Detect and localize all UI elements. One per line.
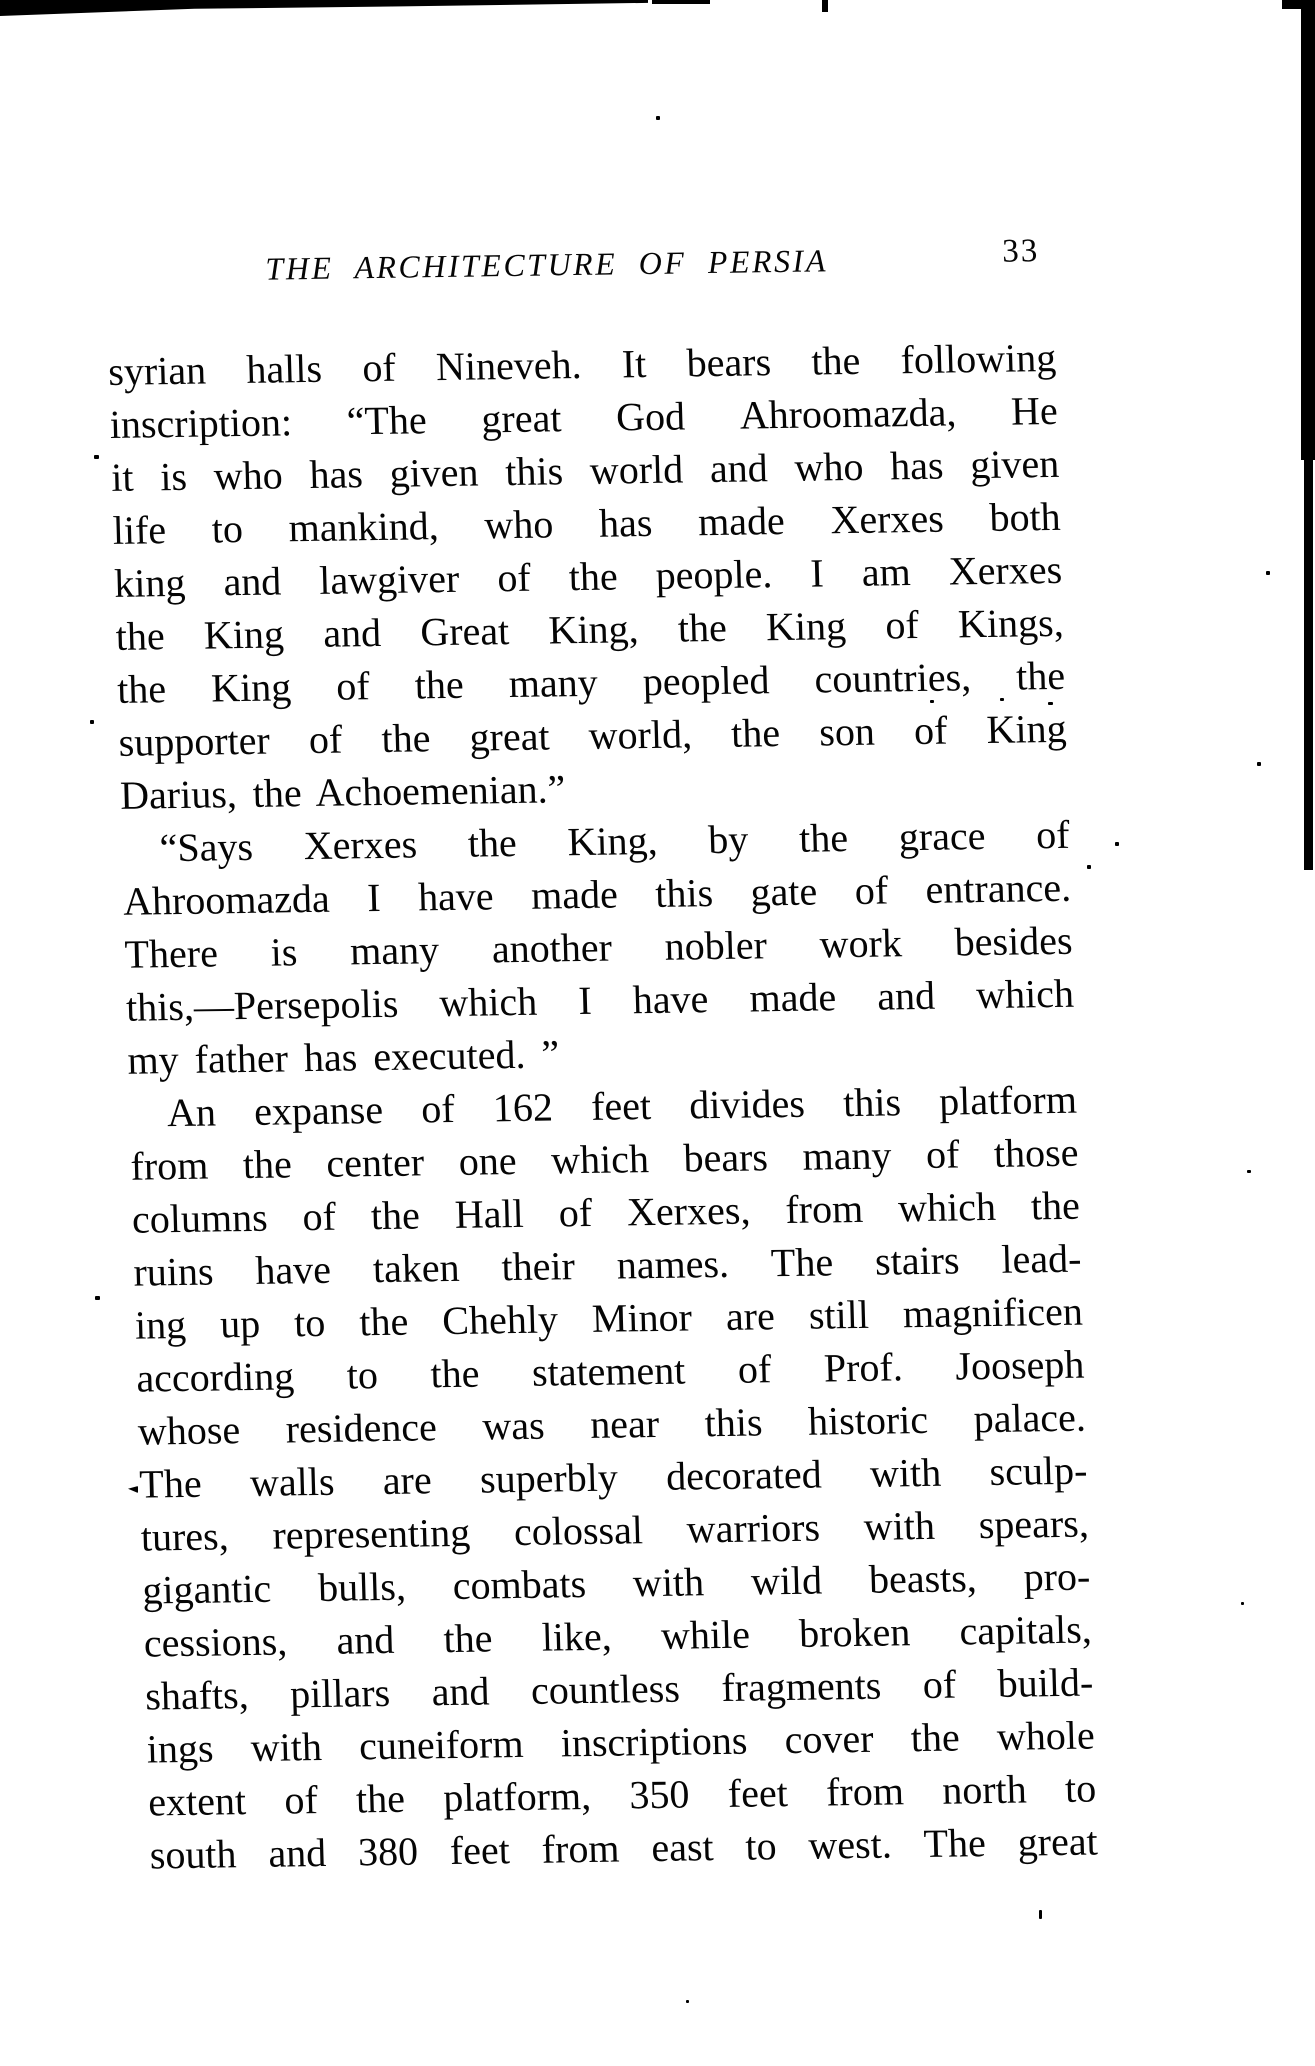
word: many [349, 927, 440, 974]
word: countries, [813, 654, 972, 702]
word: besides [954, 917, 1074, 965]
word: the [467, 819, 518, 866]
scan-speck [94, 455, 99, 459]
word: of [301, 1193, 337, 1240]
word: this [703, 1399, 764, 1446]
word: nobler [663, 922, 768, 969]
word: and [267, 1829, 327, 1876]
word: made [530, 871, 619, 918]
word: while [660, 1611, 751, 1658]
page-title: THE ARCHITECTURE OF PERSIA [264, 242, 829, 287]
word: build- [997, 1659, 1094, 1706]
word: son [818, 708, 876, 755]
word: to [744, 1823, 778, 1869]
word: king [113, 559, 186, 606]
word: with [869, 1449, 942, 1496]
word: of [737, 1346, 772, 1392]
word: who [793, 443, 864, 490]
word: from [129, 1142, 209, 1189]
word: which [550, 1136, 650, 1183]
word: of [308, 716, 343, 763]
word: with [863, 1502, 936, 1549]
word: the [414, 661, 465, 708]
word: It [621, 340, 647, 387]
word: of [558, 1189, 593, 1236]
word: ruins [132, 1248, 215, 1295]
word: who [483, 501, 554, 548]
word: have [417, 873, 495, 920]
word: from [825, 1768, 905, 1815]
word: east [650, 1824, 715, 1871]
word: “The [346, 397, 428, 444]
word: south [149, 1831, 238, 1878]
word: are [382, 1457, 433, 1504]
word: bears [682, 1134, 769, 1181]
word: great [480, 395, 562, 442]
text-line-9: Darius, the Achoemenian.” [119, 766, 566, 818]
word: the [1030, 1182, 1081, 1229]
word: which [975, 970, 1075, 1018]
word: platform, [442, 1772, 592, 1821]
word: feet [449, 1827, 511, 1874]
word: Xerxes, [626, 1187, 751, 1235]
word: Ahroomazda, [739, 389, 957, 438]
word: halls [245, 345, 323, 392]
word: King, [566, 817, 659, 865]
word: has [598, 499, 653, 546]
word: many [508, 659, 599, 707]
word: beasts, [868, 1555, 978, 1602]
word: expanse [253, 1086, 384, 1134]
word: sculp- [988, 1447, 1088, 1495]
word: whose [137, 1407, 241, 1454]
word: who [213, 452, 284, 499]
word: people. [655, 551, 773, 598]
word: the [429, 1350, 481, 1397]
body-text [108, 331, 1099, 1882]
scan-speck [128, 1486, 138, 1493]
word: have [632, 976, 709, 1023]
word: was [481, 1402, 546, 1449]
word: Hall [454, 1190, 525, 1237]
word: syrian [107, 347, 207, 394]
word: the [442, 1615, 494, 1662]
word: this [654, 870, 714, 916]
word: the [116, 666, 167, 712]
scan-speck [90, 720, 94, 724]
word: King [210, 664, 292, 711]
scan-speck [1266, 571, 1270, 575]
word: 350 [628, 1771, 691, 1818]
word: and [335, 1616, 395, 1663]
word: mankind, [288, 503, 440, 551]
word: of [884, 601, 920, 648]
word: work [818, 920, 903, 967]
word: pillars [289, 1669, 391, 1717]
word: both [988, 493, 1062, 540]
word: Jooseph [954, 1341, 1085, 1389]
word: this,—Persepolis [125, 980, 399, 1030]
scan-speck [1115, 842, 1119, 846]
word: Nineveh. [435, 341, 583, 390]
word: this [504, 448, 564, 495]
word: cessions, [143, 1618, 288, 1666]
scan-artifact-top-tick [652, 0, 710, 4]
word: Xerxes [303, 821, 418, 869]
word: are [725, 1293, 776, 1339]
word: gate [749, 868, 818, 915]
word: I [809, 550, 825, 596]
word: the [355, 1775, 406, 1822]
word: The [138, 1460, 203, 1507]
word: the [810, 337, 861, 384]
word: this [842, 1079, 902, 1126]
word: The [922, 1820, 987, 1867]
word: Kings, [957, 599, 1065, 647]
word: feet [727, 1770, 789, 1816]
word: tures, [140, 1513, 230, 1560]
word: the [380, 715, 431, 761]
word: of [283, 1777, 319, 1823]
word: whole [996, 1712, 1096, 1759]
word: is [270, 929, 298, 975]
word: to [211, 505, 244, 552]
word: walls [249, 1458, 336, 1505]
word: of [925, 1131, 960, 1177]
word: by [707, 816, 749, 863]
word: countless [530, 1665, 681, 1713]
word: the [677, 604, 728, 651]
word: those [993, 1129, 1079, 1176]
scan-speck [1087, 865, 1091, 869]
word: north [941, 1766, 1028, 1813]
word: have [254, 1246, 332, 1293]
word: I [366, 874, 382, 921]
word: the [242, 1141, 293, 1188]
word: peopled [642, 657, 770, 705]
text-line-14: my father has executed. ” [126, 1031, 560, 1083]
word: broken [798, 1609, 911, 1656]
word: He [1010, 387, 1059, 434]
scan-speck [1257, 762, 1261, 766]
word: King [765, 603, 847, 650]
scan-artifact-right-edge [1301, 0, 1315, 460]
word: columns [131, 1194, 269, 1242]
word: with [632, 1559, 705, 1606]
word: lead- [1000, 1235, 1082, 1282]
word: world [589, 446, 684, 493]
word: and [322, 609, 382, 656]
word: the [910, 1714, 961, 1761]
scan-artifact-top-edge [0, 0, 648, 16]
word: Ahroomazda [122, 875, 331, 924]
word: and [876, 972, 936, 1019]
word: Great [419, 608, 510, 655]
word: from [541, 1825, 621, 1872]
word: bears [686, 339, 772, 386]
word: of [496, 554, 532, 601]
word: to [1064, 1765, 1097, 1811]
word: statement [531, 1347, 686, 1395]
word: of [1035, 811, 1071, 858]
page-content [105, 233, 1099, 1882]
word: residence [285, 1404, 438, 1452]
word: names. [616, 1240, 730, 1288]
word: fragments [720, 1662, 882, 1711]
word: bulls, [317, 1563, 407, 1610]
word: The [770, 1239, 834, 1286]
word: which [438, 978, 538, 1026]
word: shafts, [144, 1672, 250, 1719]
word: which [897, 1183, 997, 1231]
word: capitals, [958, 1606, 1093, 1654]
word: with [250, 1723, 323, 1770]
word: lawgiver [318, 555, 460, 603]
word: Chehly [441, 1296, 559, 1344]
word: 380 [357, 1828, 419, 1875]
word: their [500, 1243, 576, 1290]
word: given [388, 449, 480, 496]
word: it [110, 454, 135, 500]
word: the [1015, 652, 1066, 699]
word: warriors [686, 1504, 821, 1552]
word: cuneiform [358, 1720, 525, 1769]
word: grace [898, 813, 986, 860]
word: feet [590, 1083, 652, 1129]
word: center [325, 1139, 425, 1186]
word: is [159, 453, 188, 500]
word: colossal [513, 1507, 644, 1555]
word: to [293, 1299, 326, 1346]
word: decorated [665, 1451, 823, 1499]
word: of [854, 867, 889, 913]
word: great [1017, 1818, 1099, 1865]
scan-speck [1241, 1602, 1244, 1605]
word: superbly [479, 1454, 619, 1502]
word: to [346, 1352, 379, 1398]
word: wild [750, 1557, 823, 1604]
word: from [784, 1185, 864, 1233]
word: Prof. [823, 1344, 904, 1391]
word: 162 [492, 1084, 554, 1131]
word: historic [807, 1396, 929, 1444]
scan-speck [656, 116, 660, 120]
word: and [222, 558, 282, 605]
word: ings [146, 1725, 215, 1772]
word: and [431, 1668, 491, 1715]
word: gigantic [141, 1565, 272, 1613]
word: King [203, 611, 285, 658]
word: Xerxes [829, 495, 945, 543]
word: has [889, 442, 945, 489]
word: the [370, 1192, 421, 1239]
word: Xerxes [948, 546, 1063, 594]
word: many [801, 1132, 892, 1179]
page-number: 33 [1001, 233, 1040, 270]
scan-speck [1039, 1910, 1042, 1919]
word: There [123, 930, 219, 977]
word: “Says [158, 823, 254, 871]
word: King, [547, 606, 640, 653]
word: of [922, 1661, 957, 1708]
word: great [468, 713, 551, 760]
word: the [798, 815, 849, 861]
word: ing [134, 1301, 187, 1348]
word: the [115, 613, 166, 659]
word: supporter [118, 717, 271, 765]
word: spears, [978, 1500, 1090, 1548]
word: of [913, 707, 948, 754]
word: west. [807, 1821, 893, 1868]
word: another [491, 924, 613, 972]
word: of [420, 1085, 456, 1132]
word: life [112, 507, 167, 553]
word: An [166, 1089, 217, 1136]
word: am [861, 549, 912, 595]
word: the [568, 553, 619, 600]
word: near [589, 1400, 660, 1447]
word: entrance. [924, 864, 1072, 912]
word: platform [938, 1076, 1078, 1124]
word: one [458, 1138, 518, 1184]
word: has [308, 451, 364, 497]
word: inscriptions [560, 1717, 749, 1766]
word: I [577, 977, 593, 1024]
word: King [985, 705, 1068, 752]
scan-speck [1247, 1170, 1251, 1173]
word: representing [271, 1509, 471, 1558]
word: of [361, 344, 397, 391]
word: stairs [874, 1237, 961, 1284]
word: God [615, 393, 686, 440]
word: and [709, 445, 769, 492]
word: like, [541, 1613, 613, 1660]
word: palace. [973, 1394, 1087, 1442]
word: of [335, 663, 371, 709]
word: cover [784, 1715, 875, 1763]
word: world, [588, 711, 693, 758]
word: taken [372, 1244, 461, 1292]
word: following [899, 334, 1057, 383]
word: the [358, 1298, 409, 1345]
word: according [135, 1353, 295, 1401]
word: pro- [1022, 1553, 1091, 1600]
word: divides [688, 1080, 806, 1128]
scan-speck [686, 2000, 689, 2003]
scan-speck [95, 1296, 100, 1300]
word: combats [452, 1561, 587, 1608]
scan-artifact-top-tick [822, 0, 828, 12]
running-header [105, 233, 1054, 295]
word: given [969, 440, 1060, 488]
word: inscription: [109, 399, 293, 447]
word: made [748, 974, 837, 1021]
scan-artifact-right-edge [1304, 455, 1313, 870]
word: still [808, 1291, 870, 1338]
word: up [219, 1300, 261, 1347]
word: magnificen [902, 1288, 1084, 1337]
word: the [730, 710, 781, 756]
word: made [697, 497, 786, 545]
word: extent [147, 1778, 247, 1825]
word: Minor [591, 1294, 693, 1341]
